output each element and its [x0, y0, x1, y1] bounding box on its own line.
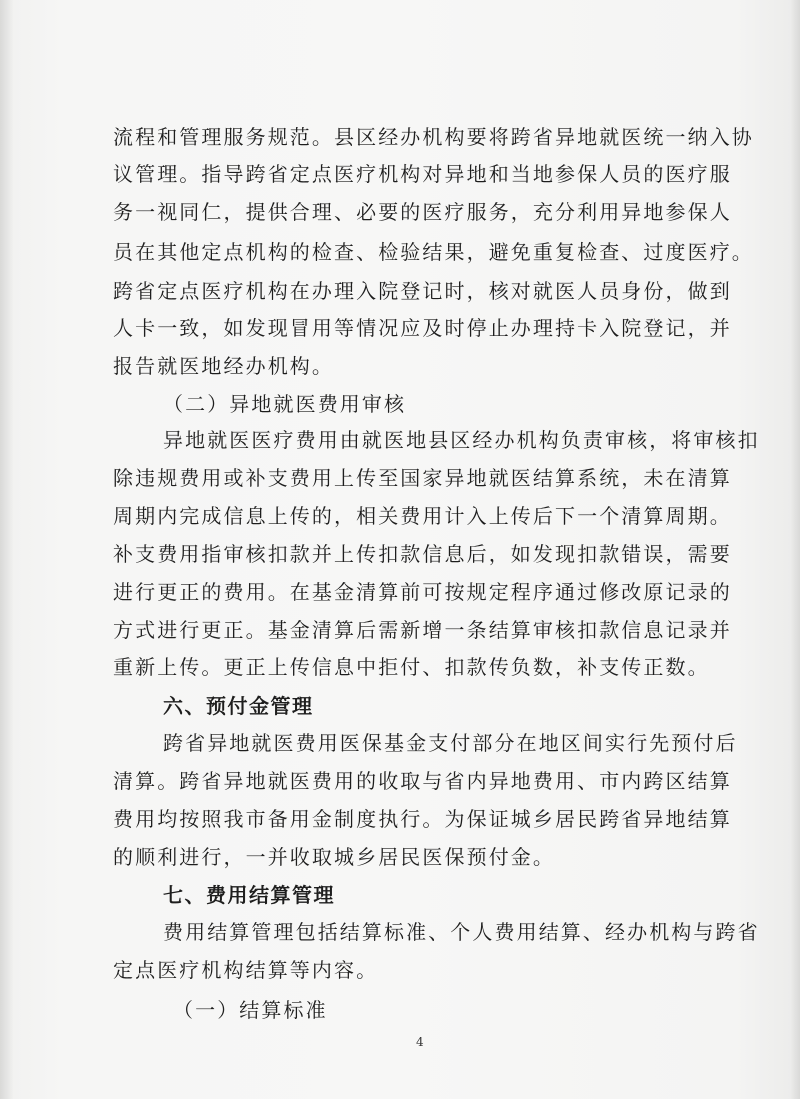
- text-line: 重新上传。更正上传信息中拒付、扣款传负数，补支传正数。: [113, 655, 710, 679]
- text-line: 报告就医地经办机构。: [113, 354, 334, 378]
- text-line: 跨省定点医疗机构在办理入院登记时，核对就医人员身份，做到: [113, 279, 732, 303]
- text-line: 跨省异地就医费用医保基金支付部分在地区间实行先预付后: [163, 731, 738, 755]
- text-line: 人卡一致，如发现冒用等情况应及时停止办理持卡入院登记，并: [113, 316, 732, 340]
- text-line: 周期内完成信息上传的，相关费用计入上传后下一个清算周期。: [113, 504, 732, 528]
- text-line: 异地就医医疗费用由就医地县区经办机构负责审核，将审核扣: [163, 428, 760, 452]
- page-edge-shadow: [0, 0, 14, 1099]
- text-line: 进行更正的费用。在基金清算前可按规定程序通过修改原记录的: [113, 580, 732, 604]
- text-line: 员在其他定点机构的检查、检验结果，避免重复检查、过度医疗。: [113, 240, 754, 264]
- text-line: 流程和管理服务规范。县区经办机构要将跨省异地就医统一纳入协: [113, 125, 754, 149]
- section-heading: 七、费用结算管理: [163, 883, 335, 907]
- text-line: 的顺利进行，一并收取城乡居民医保预付金。: [113, 845, 555, 869]
- text-line: 定点医疗机构结算等内容。: [113, 958, 379, 982]
- text-line: 清算。跨省异地就医费用的收取与省内异地费用、市内跨区结算: [113, 769, 732, 793]
- page-edge-shadow: [790, 0, 800, 1099]
- text-line: 方式进行更正。基金清算后需新增一条结算审核扣款信息记录并: [113, 618, 732, 642]
- text-line: 费用均按照我市备用金制度执行。为保证城乡居民跨省异地结算: [113, 807, 732, 831]
- section-subheading: （一）结算标准: [173, 998, 328, 1022]
- text-line: 费用结算管理包括结算标准、个人费用结算、经办机构与跨省: [163, 920, 760, 944]
- page-number: 4: [416, 1035, 424, 1049]
- section-heading: 六、预付金管理: [163, 694, 314, 718]
- text-line: 除违规费用或补支费用上传至国家异地就医结算系统，未在清算: [113, 466, 732, 490]
- text-line: 补支费用指审核扣款并上传扣款信息后，如发现扣款错误，需要: [113, 542, 732, 566]
- text-line: 议管理。指导跨省定点医疗机构对异地和当地参保人员的医疗服: [113, 162, 732, 186]
- text-line: 务一视同仁，提供合理、必要的医疗服务，充分利用异地参保人: [113, 200, 732, 224]
- section-subheading: （二）异地就医费用审核: [163, 392, 407, 416]
